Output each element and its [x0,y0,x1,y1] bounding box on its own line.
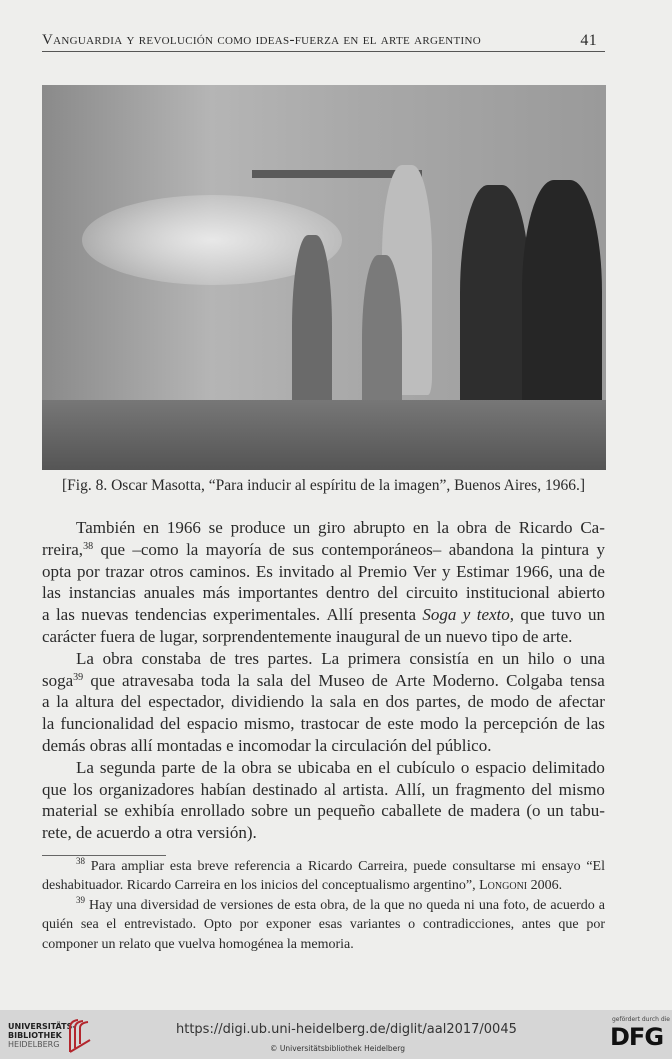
word: del [411,735,432,755]
text-line [42,800,605,822]
word: importantes [237,583,319,603]
word: la [56,692,69,712]
library-logo-text: UNIVERSITÄTS- BIBLIOTHEK HEIDELBERG [8,1022,76,1049]
word: Ca- [580,518,605,537]
figure-caption: [Fig. 8. Oscar Masotta, “Para inducir al espíritu de la imagen”, Buenos Aires, 1966.] [62,477,585,494]
word: fuera [100,626,135,646]
word: Arte [394,670,426,690]
word: artista. [342,779,389,799]
text-line [42,713,605,735]
permalink-url[interactable]: https://digi.ub.uni-heidelberg.de/diglit/aal2017/0045 [176,1022,517,1037]
word: de [467,692,484,712]
word: También [76,518,136,537]
word: la [521,539,534,559]
word: abrupto [353,518,406,537]
word: y [441,561,451,581]
word: un [587,605,605,625]
word: al [323,779,337,799]
word: circuito [406,583,458,603]
word: de [447,801,464,821]
word: la [186,539,199,559]
word: pintura [540,539,590,559]
word: obra [456,518,488,537]
funded-by-label: gefördert durch die [612,1016,670,1023]
word: de [268,539,285,559]
word: del [290,670,312,690]
word: mismo [558,779,605,799]
word: a [154,823,162,843]
word: carácter [42,626,96,646]
word: ubicaba [297,757,351,777]
word: versión). [196,823,257,843]
word: 1966 [166,518,201,537]
word: opta [42,561,72,581]
page-number: 41 [580,32,597,49]
word: trazar [105,561,144,581]
word: a [42,605,50,625]
word: rete, [42,823,72,843]
word: Premio [357,561,408,581]
word: organizadores [99,779,195,799]
text-line [42,670,605,692]
word: espectador, [148,692,225,712]
word: a [42,692,50,712]
word: por [76,561,100,581]
word: se [103,801,119,821]
word: dividiendo [231,692,304,712]
word: que [100,539,125,559]
word: una [580,648,605,668]
word: de [209,648,226,668]
word: sala [256,670,284,690]
word [477,604,514,626]
running-title: Vanguardia y revolución como ideas-fuerza en el arte argentino [42,32,481,48]
word: primera [347,648,401,668]
word: público. [436,735,492,755]
work-title[interactable]: texto, [476,605,515,625]
word: mismo, [243,714,295,734]
word: (o [526,801,541,821]
word: montadas [156,735,222,755]
dfg-logo: DFG [610,1023,664,1051]
footnote-separator [42,855,166,856]
word: la [464,714,478,734]
word: y [596,539,605,559]
word: modo [419,714,459,734]
text-line [42,626,605,648]
word: un [294,801,312,821]
viewer-footer [0,1010,672,1059]
text-line [42,648,605,670]
word: Estimar [456,561,510,581]
text-line [42,561,605,583]
work-title[interactable]: Soga [422,605,457,625]
footnote-39: $^{39}$ Hay una diversidad de versiones de esta obra, de la que no queda ni una foto, de acuerdo a quién sea el entrevistado. Opto por exponer esas variantes o contradicciones, antes que por componer un relato que vuelva homogénea la memoria. [42,894,605,952]
word: otros [149,561,184,581]
word: contemporáneos– [321,539,442,559]
word: presenta [359,605,416,625]
text-line [42,822,605,844]
word: un [424,626,442,646]
word: La [76,648,94,668]
text-line [42,539,605,561]
footnote-ref[interactable]: 39 [73,671,84,683]
footnotes [42,857,605,954]
word: se [208,518,223,537]
word: la [310,692,323,712]
word: más [202,583,230,603]
word: nuevas [81,605,129,625]
word: un [293,518,311,537]
word: de [588,561,605,581]
word: espacio [475,757,527,777]
word: otra [166,823,193,843]
word: dos [385,692,410,712]
text-line [42,757,605,779]
word: sorprendentemente [202,626,332,646]
word: allí [130,735,153,755]
word: del [531,779,553,799]
word: material [42,801,98,821]
word: demás [42,735,86,755]
library-logo-icon [66,1018,94,1054]
word: de [522,626,539,646]
word: del [159,714,181,734]
word: caminos. [189,561,251,581]
word: un [502,648,520,668]
word: en [362,692,379,712]
word: que [520,605,545,625]
word: experimentales. [212,605,321,625]
word: inaugural [335,626,401,646]
word: obra [241,757,272,777]
word: rreira,$^{38}$ [42,539,94,559]
footnote-38: $^{38}$ Para ampliar esta breve referencia a Ricardo Carreira, puede consultarse mi ensayo “El deshabituador. Ricardo Carreira en los inicios del conceptualismo argentino”, Longoni 2006. [42,856,605,894]
text-line [42,582,605,604]
word: giro [318,518,346,537]
word: el [378,757,391,777]
word: abierto [557,583,605,603]
word: de [365,714,382,734]
word: dentro [326,583,370,603]
word: de [201,757,218,777]
word: lugar, [159,626,198,646]
word: enrollado [180,801,245,821]
word: tabu- [570,801,605,821]
word: madera [470,801,521,821]
text-line [42,691,605,713]
word: Moderno. [432,670,499,690]
word: incomodar [237,735,311,755]
word: hilo [527,648,555,668]
word: un [431,779,449,799]
word: obras [89,735,127,755]
word: –como [132,539,179,559]
word: o [563,648,572,668]
word: la [436,518,450,537]
word: exhibía [124,801,175,821]
word: habían [200,779,246,799]
word: la [223,757,236,777]
word [463,604,471,626]
word: soga$^{39}$ [42,670,84,690]
word: este [387,714,414,734]
word: las [42,583,61,603]
word: trastocar [300,714,360,734]
word: anuales [143,583,195,603]
word: cubículo [396,757,455,777]
word: la [314,735,328,755]
word: de [535,692,552,712]
word: partes. [267,648,313,668]
word: percepción [483,714,558,734]
word: produce [230,518,286,537]
word: de [75,823,93,843]
word: Allí, [394,779,426,799]
text-line [42,517,605,539]
word: espacio [186,714,238,734]
word: sobre [251,801,288,821]
word: La [76,757,94,777]
word: en [143,518,160,537]
word: sus [292,539,314,559]
word: segunda [99,757,156,777]
word: partes, [416,692,461,712]
word: se [277,757,292,777]
body-text [42,517,605,844]
word: la [237,670,250,690]
word: destinado [252,779,318,799]
word: al [339,561,353,581]
word: nuevo [445,626,488,646]
word: o [460,757,470,777]
word: obra [102,648,133,668]
running-header [42,32,605,52]
word: de [494,518,511,537]
word: tensa [569,670,605,690]
word: funcionalidad [60,714,154,734]
word: sala [329,692,357,712]
word: caballete [381,801,442,821]
footnote-ref[interactable]: 38 [83,540,94,552]
word: invitado [278,561,335,581]
word: de [563,714,580,734]
word: de [371,670,388,690]
text-line [42,735,605,757]
figure-photo [42,85,606,470]
word: Allí [326,605,353,625]
word [422,604,456,626]
text-line [42,604,605,626]
word: en [477,648,494,668]
word: tendencias [134,605,207,625]
word: tres [234,648,259,668]
word: parte [161,757,196,777]
word: e [226,735,234,755]
word: Ricardo [518,518,573,537]
word: Museo [318,670,365,690]
word: las [55,605,75,625]
word: atravesaba [122,670,194,690]
word: en [356,757,373,777]
word: modo [490,692,530,712]
word: pequeño [317,801,375,821]
word: afectar [558,692,605,712]
word: Colgaba [506,670,563,690]
work-title[interactable]: y [462,605,471,625]
word: institucional [465,583,550,603]
word: constaba [141,648,202,668]
word: toda [200,670,231,690]
word: tipo [491,626,519,646]
word: acuerdo [96,823,151,843]
text-line [42,779,605,801]
word: del [120,692,142,712]
word: las [586,714,605,734]
word: La [321,648,340,668]
word: instancias [68,583,136,603]
word: delimitado [532,757,605,777]
word: mayoría [205,539,262,559]
word: que [90,670,115,690]
word: consistía [409,648,469,668]
word: la [42,714,55,734]
word: que [42,779,67,799]
word: Es [255,561,273,581]
word: arte. [542,626,573,646]
word: Ver [412,561,437,581]
word: 1966, [514,561,553,581]
word: un [546,801,564,821]
word: circulación [331,735,407,755]
word: del [377,583,399,603]
word: altura [75,692,114,712]
copyright: © Universitätsbibliothek Heidelberg [270,1044,406,1053]
word: los [72,779,93,799]
word: abandona [448,539,514,559]
word: tuvo [551,605,582,625]
word: de [404,626,421,646]
word: fragmento [455,779,526,799]
word: una [558,561,584,581]
word: en [412,518,429,537]
word: de [139,626,156,646]
